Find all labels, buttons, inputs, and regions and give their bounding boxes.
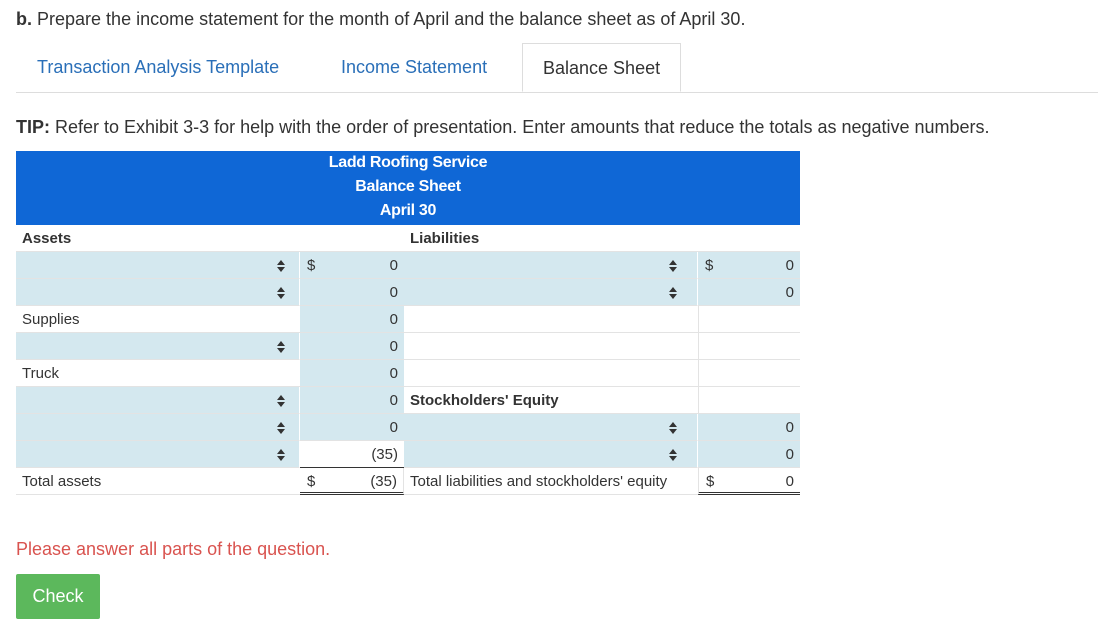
blank-cell <box>698 387 800 414</box>
liability-amount-input[interactable]: 0 <box>698 279 800 306</box>
liability-amount-input[interactable]: 0 <box>728 252 800 279</box>
tip-label: TIP: <box>16 117 50 137</box>
table-row <box>16 279 800 306</box>
tab-balance-sheet[interactable]: Balance Sheet <box>522 43 681 92</box>
tip-text <box>16 117 990 138</box>
equity-amount-input[interactable]: 0 <box>698 414 800 441</box>
equity-amount-input[interactable]: 0 <box>698 441 800 468</box>
total-row <box>16 468 800 495</box>
question-part: b. <box>16 9 32 29</box>
blank-cell <box>698 333 800 360</box>
table-row <box>16 360 800 387</box>
select-arrows-icon <box>666 252 680 279</box>
currency-symbol: $ <box>698 252 728 279</box>
asset-amount-input[interactable]: 0 <box>300 279 404 306</box>
table-row <box>16 414 800 441</box>
question-text <box>16 9 745 30</box>
total-liabilities-equity-label: Total liabilities and stockholders' equity <box>404 468 698 495</box>
blank-cell <box>698 225 800 252</box>
equity-account-select[interactable] <box>404 441 698 468</box>
select-arrows-icon <box>274 279 288 306</box>
asset-amount-input[interactable]: 0 <box>330 252 404 279</box>
check-button[interactable]: Check <box>16 574 100 619</box>
total-assets-value: (35) <box>330 468 404 495</box>
select-arrows-icon <box>666 279 680 306</box>
blank-cell <box>300 225 404 252</box>
equity-account-select[interactable] <box>404 414 698 441</box>
liability-account-select[interactable] <box>404 279 698 306</box>
asset-amount-input[interactable]: 0 <box>300 414 404 441</box>
blank-cell <box>698 360 800 387</box>
liability-account-select[interactable] <box>404 252 698 279</box>
blank-cell <box>698 306 800 333</box>
table-row <box>16 387 800 414</box>
total-assets-label: Total assets <box>16 468 300 495</box>
asset-amount-input[interactable]: 0 <box>300 360 404 387</box>
table-row <box>16 306 800 333</box>
table-row <box>16 252 800 279</box>
currency-symbol: $ <box>300 468 330 495</box>
asset-label-truck: Truck <box>16 360 300 387</box>
tab-bar <box>16 43 1098 93</box>
select-arrows-icon <box>666 414 680 441</box>
asset-label-supplies: Supplies <box>16 306 300 333</box>
statement-title: Balance Sheet <box>355 178 461 195</box>
headings-row <box>16 225 800 252</box>
select-arrows-icon <box>274 414 288 441</box>
tab-transaction-analysis[interactable]: Transaction Analysis Template <box>37 57 280 77</box>
asset-account-select[interactable] <box>16 441 300 468</box>
tab-income-statement[interactable]: Income Statement <box>341 57 488 77</box>
blank-cell <box>404 306 698 333</box>
blank-cell <box>404 333 698 360</box>
currency-symbol: $ <box>698 468 728 495</box>
select-arrows-icon <box>274 441 288 468</box>
total-liabilities-equity-value: 0 <box>728 468 800 495</box>
tip-body: Refer to Exhibit 3-3 for help with the order of presentation. Enter amounts that reduce the totals as negative numbers. <box>55 117 990 137</box>
asset-account-select[interactable] <box>16 333 300 360</box>
blank-cell <box>404 360 698 387</box>
table-row <box>16 333 800 360</box>
select-arrows-icon <box>274 252 288 279</box>
assets-heading: Assets <box>16 225 300 252</box>
asset-account-select[interactable] <box>16 279 300 306</box>
table-row <box>16 441 800 468</box>
warning-message: Please answer all parts of the question. <box>16 539 331 559</box>
select-arrows-icon <box>274 333 288 360</box>
question-body: Prepare the income statement for the month of April and the balance sheet as of April 30. <box>37 9 746 29</box>
asset-amount-input[interactable]: 0 <box>300 333 404 360</box>
asset-account-select[interactable] <box>16 414 300 441</box>
asset-amount-input[interactable]: (35) <box>300 441 404 468</box>
select-arrows-icon <box>274 387 288 414</box>
asset-amount-input[interactable]: 0 <box>300 387 404 414</box>
asset-account-select[interactable] <box>16 252 300 279</box>
currency-symbol: $ <box>300 252 330 279</box>
equity-heading: Stockholders' Equity <box>404 387 698 414</box>
liabilities-heading: Liabilities <box>404 225 698 252</box>
select-arrows-icon <box>666 441 680 468</box>
asset-amount-input[interactable]: 0 <box>300 306 404 333</box>
asset-account-select[interactable] <box>16 387 300 414</box>
sheet-header <box>16 151 800 225</box>
statement-date: April 30 <box>379 202 437 219</box>
company-name: Ladd Roofing Service <box>328 154 488 171</box>
